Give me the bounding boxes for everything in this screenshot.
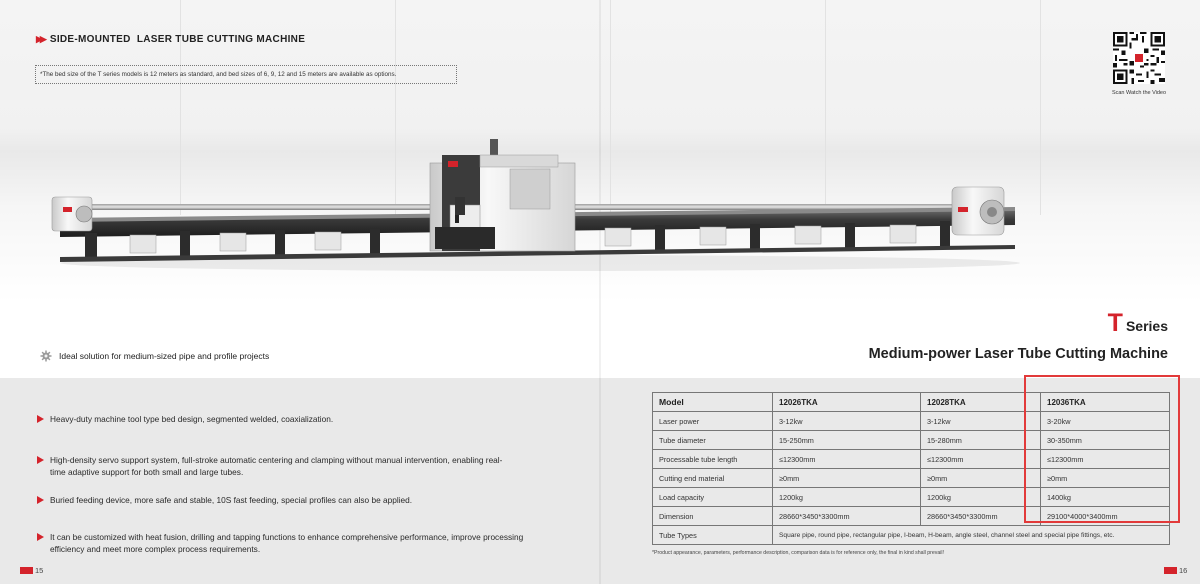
table-row: Processable tube length ≤12300mm ≤12300mm ≤12300mm xyxy=(653,450,1170,469)
header-model: Model xyxy=(653,393,773,412)
series-word: Series xyxy=(1125,318,1168,334)
header-12026tka: 12026TKA xyxy=(773,393,921,412)
page-number-right: 16 xyxy=(1164,566,1187,575)
disclaimer: *Product appearance, parameters, performance description, comparison data is for reference only, the final in kind shall prevail! xyxy=(652,550,944,556)
header-12028tka: 12028TKA xyxy=(921,393,1041,412)
qr-block[interactable] xyxy=(1107,32,1171,96)
gear-icon xyxy=(40,350,52,362)
feature-item: Buried feeding device, more safe and stable, 10S fast feeding, special profiles can also be applied. xyxy=(37,494,557,506)
bullet-triangle-icon xyxy=(37,456,44,464)
brand-logo-icon xyxy=(20,567,33,574)
bullet-triangle-icon xyxy=(37,415,44,423)
table-row: Tube diameter 15-250mm 15-280mm 30-350mm xyxy=(653,431,1170,450)
bullet-triangle-icon xyxy=(37,496,44,504)
ideal-text: Ideal solution for medium-sized pipe and profile projects xyxy=(59,351,270,361)
ideal-statement xyxy=(40,350,269,362)
table-row: Load capacity 1200kg 1200kg 1400kg xyxy=(653,488,1170,507)
header-12036tka: 12036TKA xyxy=(1041,393,1170,412)
highlight-box-12036tka xyxy=(1024,375,1180,523)
machine-title: Medium-power Laser Tube Cutting Machine xyxy=(868,346,1168,362)
table-row-tube-types: Tube Types Square pipe, round pipe, rectangular pipe, I-beam, H-beam, angle steel, channel steel and special pipe fittings, etc. xyxy=(653,526,1170,545)
feature-item: Heavy-duty machine tool type bed design, segmented welded, coaxialization. xyxy=(37,413,557,425)
table-row: Dimension 28660*3450*3300mm 28660*3450*3300mm 29100*4000*3400mm xyxy=(653,507,1170,526)
double-arrow-icon: ▶▶ xyxy=(36,34,44,44)
laser-tube-cutting-machine-image xyxy=(40,125,1030,275)
section-title-text: SIDE-MOUNTED LASER TUBE CUTTING MACHINE xyxy=(49,34,306,45)
feature-item: High-density servo support system, full-stroke automatic centering and clamping without manual intervention, enabling real-time adaptive support for both small and large tubes. xyxy=(37,454,557,478)
page-fold xyxy=(599,0,601,584)
section-title xyxy=(36,34,305,45)
feature-item: It can be customized with heat fusion, drilling and tapping functions to enhance comprehensive performance, improve processing efficiency and meet more complex process requirements. xyxy=(37,531,557,555)
bullet-triangle-icon xyxy=(37,533,44,541)
page-number-left: 15 xyxy=(20,566,43,575)
series-title xyxy=(1108,309,1168,338)
qr-caption: Scan Watch the Video xyxy=(1111,90,1167,96)
bed-size-note: *The bed size of the T series models is 12 meters as standard, and bed sizes of 6, 9, 12 and 15 meters are available as options. xyxy=(35,65,457,84)
qr-code-icon[interactable] xyxy=(1113,32,1165,84)
table-row: Cutting end material ≥0mm ≥0mm ≥0mm xyxy=(653,469,1170,488)
series-letter: T xyxy=(1107,309,1123,337)
brand-logo-icon xyxy=(1164,567,1177,574)
table-row: Laser power 3-12kw 3-12kw 3-20kw xyxy=(653,412,1170,431)
